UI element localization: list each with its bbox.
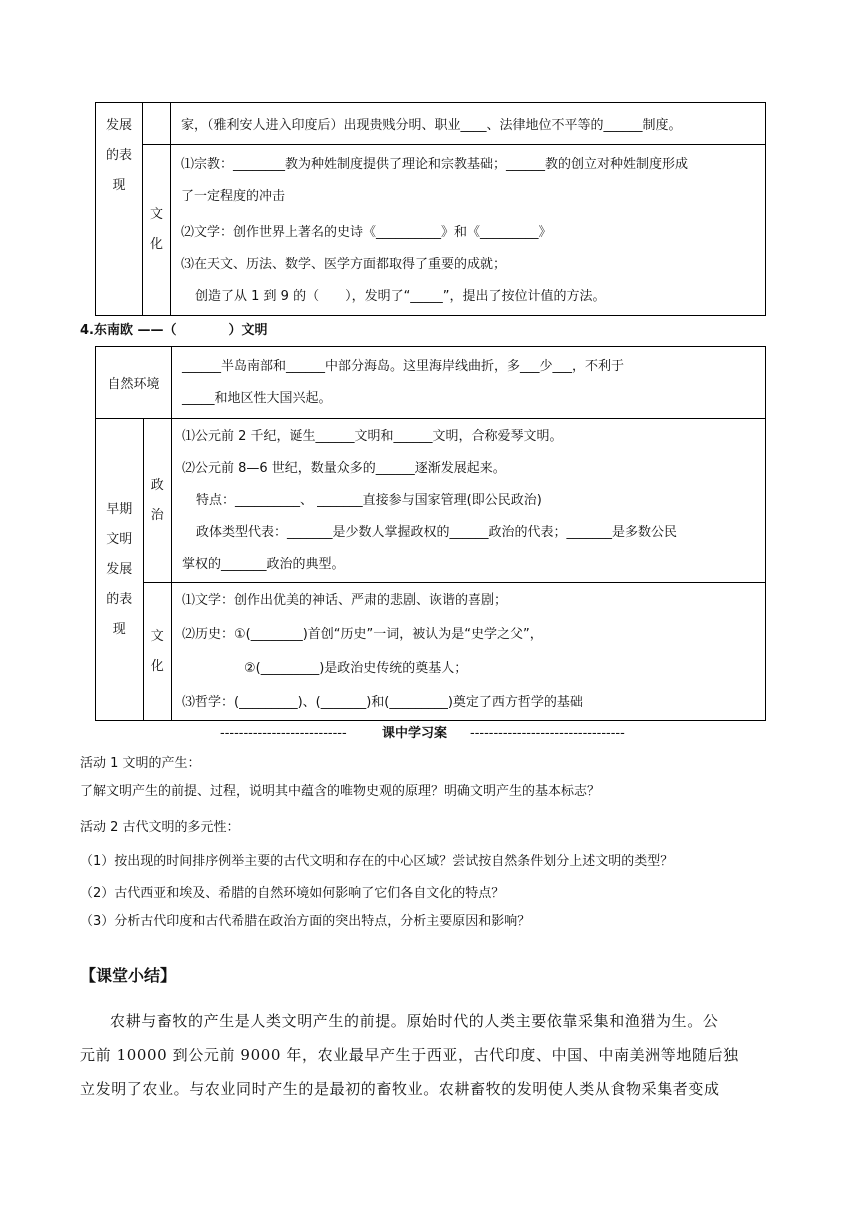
religion-line-2: 了一定程度的冲击	[181, 189, 286, 204]
summary-line-3: 立发明了农业。与农业同时产生的是最初的畜牧业。农耕畜牧的发明使人类从食物采集者变成	[80, 1080, 720, 1098]
religion-line-1: ⑴宗教：________教为种姓制度提供了理论和宗教基础；______教的创立对种姓制度形成	[181, 157, 689, 172]
greece-culture-line-1: ⑴文学：创作出优美的神话、严肃的悲剧、诙谐的喜剧；	[182, 592, 508, 608]
env-label: 自然环境	[107, 377, 160, 392]
greece-culture-line-3: ②(_________)是政治史传统的奠基人；	[244, 660, 468, 676]
summary-line-2: 元前 10000 到公元前 9000 年，农业最早产生于西亚，古代印度、中国、中南美洲等地随后独	[80, 1046, 739, 1064]
politics-label-1: 政	[150, 477, 164, 493]
early-label-2: 文明	[106, 531, 133, 547]
dev-label-2: 的表	[105, 148, 132, 163]
early-label-4: 的表	[106, 591, 133, 607]
activity-2-title: 活动 2 古代文明的多元性：	[80, 820, 240, 835]
greece-culture-cell	[172, 583, 766, 721]
activity-2-question-1: （1）按出现的时间排序例举主要的古代文明和存在的中心区域？尝试按自然条件划分上述文明的类型？	[80, 854, 674, 869]
politics-cell	[172, 419, 766, 583]
summary-heading: 【课堂小结】	[80, 966, 177, 985]
caste-system-cell	[171, 103, 766, 145]
divider-title: 课中学习案	[382, 726, 448, 741]
dev-label-3: 现	[112, 178, 126, 193]
early-label-3: 发展	[106, 561, 133, 577]
divider-left: ---------------------------	[220, 726, 347, 741]
greece-culture-label-cell	[143, 583, 171, 721]
numbers-line: 创造了从 1 到 9 的（ ），发明了“_____”，提出了按位计值的方法。	[195, 289, 606, 304]
env-cell	[172, 347, 766, 419]
early-label-cell	[96, 419, 144, 721]
greece-culture-label-2: 化	[150, 658, 164, 674]
culture-label-1: 文	[149, 207, 163, 222]
greece-culture-line-4: ⑶哲学：(_________)、(_______)和(_________)奠定了西方哲学的基础	[182, 694, 583, 710]
literature-line: ⑵文学：创作世界上著名的史诗《__________》和《_________》	[181, 225, 552, 240]
activity-1-title: 活动 1 文明的产生：	[80, 756, 201, 771]
env-line-2: _____和地区性大国兴起。	[182, 390, 332, 406]
politics-label-cell	[143, 419, 171, 583]
caste-system-text: 家，（雅利安人进入印度后）出现贵贱分明、职业____、法律地位不平等的______制度。	[181, 118, 682, 133]
politics-line-2: ⑵公元前 8—6 世纪，数量众多的______逐渐发展起来。	[182, 460, 506, 476]
summary-line-1: 农耕与畜牧的产生是人类文明产生的前提。原始时代的人类主要依靠采集和渔猎为生。公	[110, 1012, 719, 1030]
activity-2-question-2: （2）古代西亚和埃及、希腊的自然环境如何影响了它们各自文化的特点？	[80, 886, 505, 901]
politics-line-1: ⑴公元前 2 千纪，诞生______文明和______文明，合称爱琴文明。	[182, 428, 563, 444]
section-4-title: 4.东南欧 ——（ ）文明	[80, 323, 268, 338]
science-line: ⑶在天文、历法、数学、医学方面都取得了重要的成就；	[181, 257, 507, 272]
greece-table	[95, 346, 766, 721]
politics-label-2: 治	[150, 507, 164, 523]
divider-right: ---------------------------------	[470, 726, 625, 741]
politics-line-4: 政体类型代表：_______是少数人掌握政权的______政治的代表；_______是多数公民	[196, 524, 678, 540]
activity-1-question: 了解文明产生的前提、过程，说明其中蕴含的唯物史观的原理？明确文明产生的基本标志？	[80, 784, 601, 799]
early-label-1: 早期	[106, 501, 133, 517]
politics-line-3: 特点：__________、 _______直接参与国家管理(即公民政治)	[196, 492, 542, 508]
politics-line-5: 掌权的_______政治的典型。	[182, 556, 345, 572]
dev-label-1: 发展	[105, 118, 132, 133]
early-label-5: 现	[112, 621, 126, 637]
india-culture-cell	[171, 145, 766, 316]
dev-label-cell	[96, 103, 143, 316]
india-table	[95, 102, 766, 316]
culture-label-2: 化	[149, 237, 163, 252]
greece-culture-line-2: ⑵历史：①(________)首创“历史”一词，被认为是“史学之父”，	[182, 626, 543, 642]
env-line-1: ______半岛南部和______中部分海岛。这里海岸线曲折，多___少___，不利于	[182, 358, 625, 374]
empty-cell	[143, 103, 171, 145]
env-label-cell	[96, 347, 172, 419]
greece-culture-label-1: 文	[150, 628, 164, 644]
india-culture-label-cell	[143, 145, 171, 316]
activity-2-question-3: （3）分析古代印度和古代希腊在政治方面的突出特点，分析主要原因和影响？	[80, 914, 531, 929]
